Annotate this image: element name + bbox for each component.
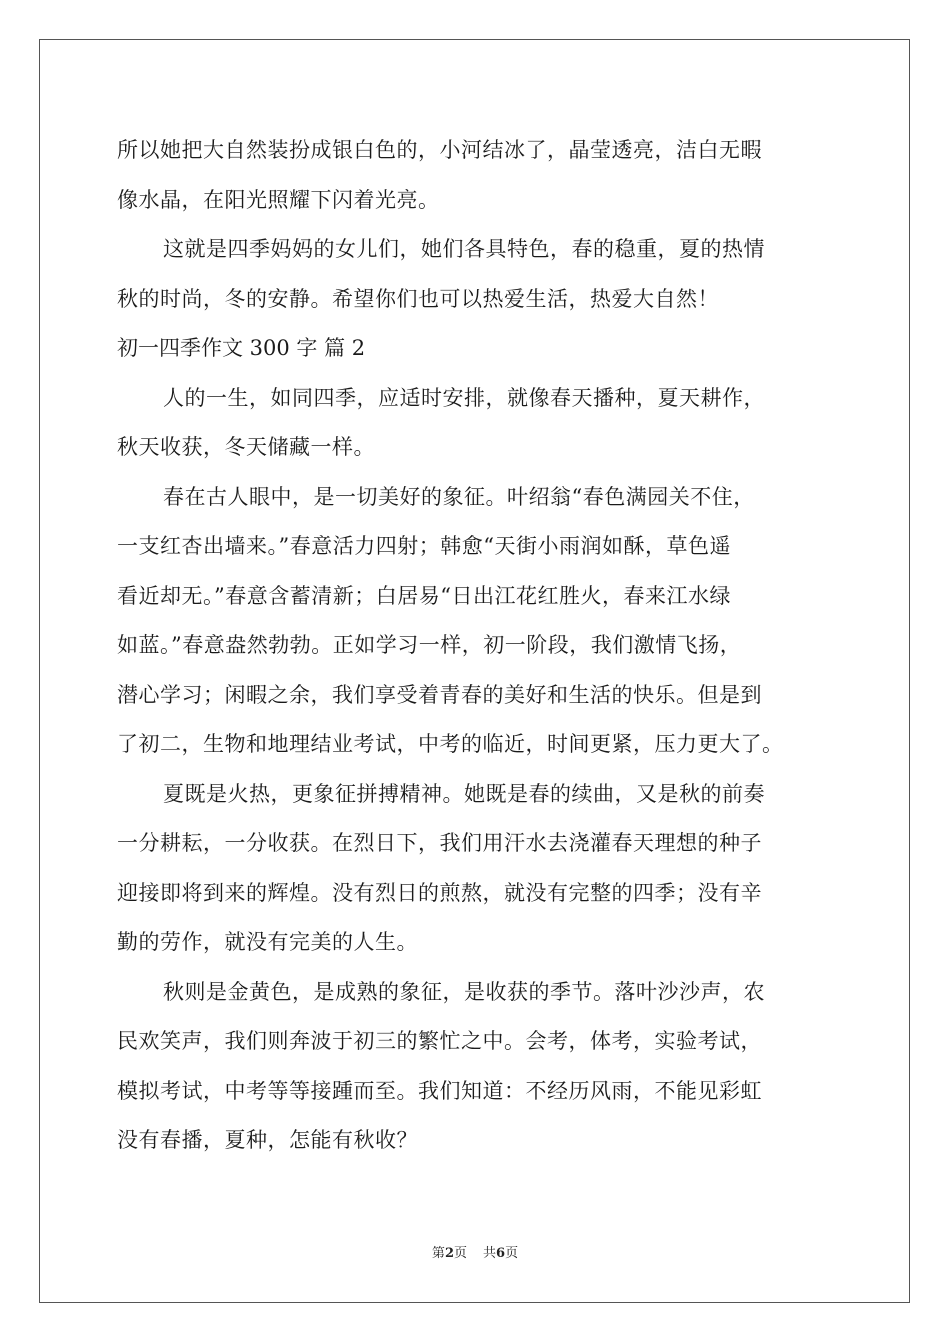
page-number: 2	[444, 1246, 454, 1261]
text-line: 秋的时尚，冬的安静。希望你们也可以热爱生活，热爱大自然！	[117, 286, 719, 311]
text-line: 春在古人眼中，是一切美好的象征。叶绍翁“春色满园关不住，	[163, 484, 755, 509]
text-line: 勤的劳作，就没有完美的人生。	[117, 930, 418, 954]
total-prefix: 共	[483, 1246, 497, 1261]
text-line: 人的一生，如同四季，应适时安排，就像春天播种，夏天耕作，	[163, 385, 765, 410]
text-line: 民欢笑声，我们则奔波于初三的繁忙之中。会考，体考，实验考试，	[117, 1029, 762, 1053]
text-line: 如蓝。”春意盎然勃勃。正如学习一样，初一阶段，我们激情飞扬，	[117, 633, 742, 657]
text-line: 秋则是金黄色，是成熟的象征，是收获的季节。落叶沙沙声，农	[163, 979, 765, 1004]
text-line: 一分耕耘，一分收获。在烈日下，我们用汗水去浇灌春天理想的种子	[117, 831, 762, 855]
page-prefix: 第	[431, 1246, 445, 1261]
document-body	[117, 126, 852, 1166]
text-line: 潜心学习；闲暇之余，我们享受着青春的美好和生活的快乐。但是到	[117, 682, 762, 707]
text-line: 夏既是火热，更象征拼搏精神。她既是春的续曲，又是秋的前奏	[163, 781, 765, 806]
paragraph-3	[117, 374, 852, 473]
paragraph-1	[117, 126, 852, 225]
total-suffix: 页	[505, 1246, 519, 1261]
paragraph-5	[117, 770, 852, 968]
text-line: 一支红杏出墙来。”春意活力四射；韩愈“天街小雨润如酥，草色遥	[117, 534, 731, 558]
text-line: 了初二，生物和地理结业考试，中考的临近，时间更紧，压力更大了。	[117, 732, 784, 756]
page-footer	[0, 1244, 950, 1264]
paragraph-4	[117, 473, 852, 770]
text-line: 像水晶，在阳光照耀下闪着光亮。	[117, 187, 440, 212]
section-heading: 初一四季作文 300 字 篇 2	[117, 336, 366, 360]
paragraph-6	[117, 968, 852, 1166]
text-line: 没有春播，夏种，怎能有秋收？	[117, 1128, 418, 1152]
total-pages: 6	[496, 1246, 506, 1261]
text-line: 这就是四季妈妈的女儿们，她们各具特色，春的稳重，夏的热情	[163, 237, 765, 261]
text-line: 所以她把大自然装扮成银白色的，小河结冰了，晶莹透亮，洁白无暇	[117, 138, 762, 162]
text-line: 模拟考试，中考等等接踵而至。我们知道：不经历风雨，不能见彩虹	[117, 1078, 762, 1103]
text-line: 秋天收获，冬天储藏一样。	[117, 435, 375, 459]
paragraph-2	[117, 225, 852, 324]
page-suffix: 页	[453, 1246, 467, 1261]
text-line: 看近却无。”春意含蓄清新；白居易“日出江花红胜火，春来江水绿	[117, 583, 731, 608]
text-line: 迎接即将到来的辉煌。没有烈日的煎熬，就没有完整的四季；没有辛	[117, 880, 762, 905]
